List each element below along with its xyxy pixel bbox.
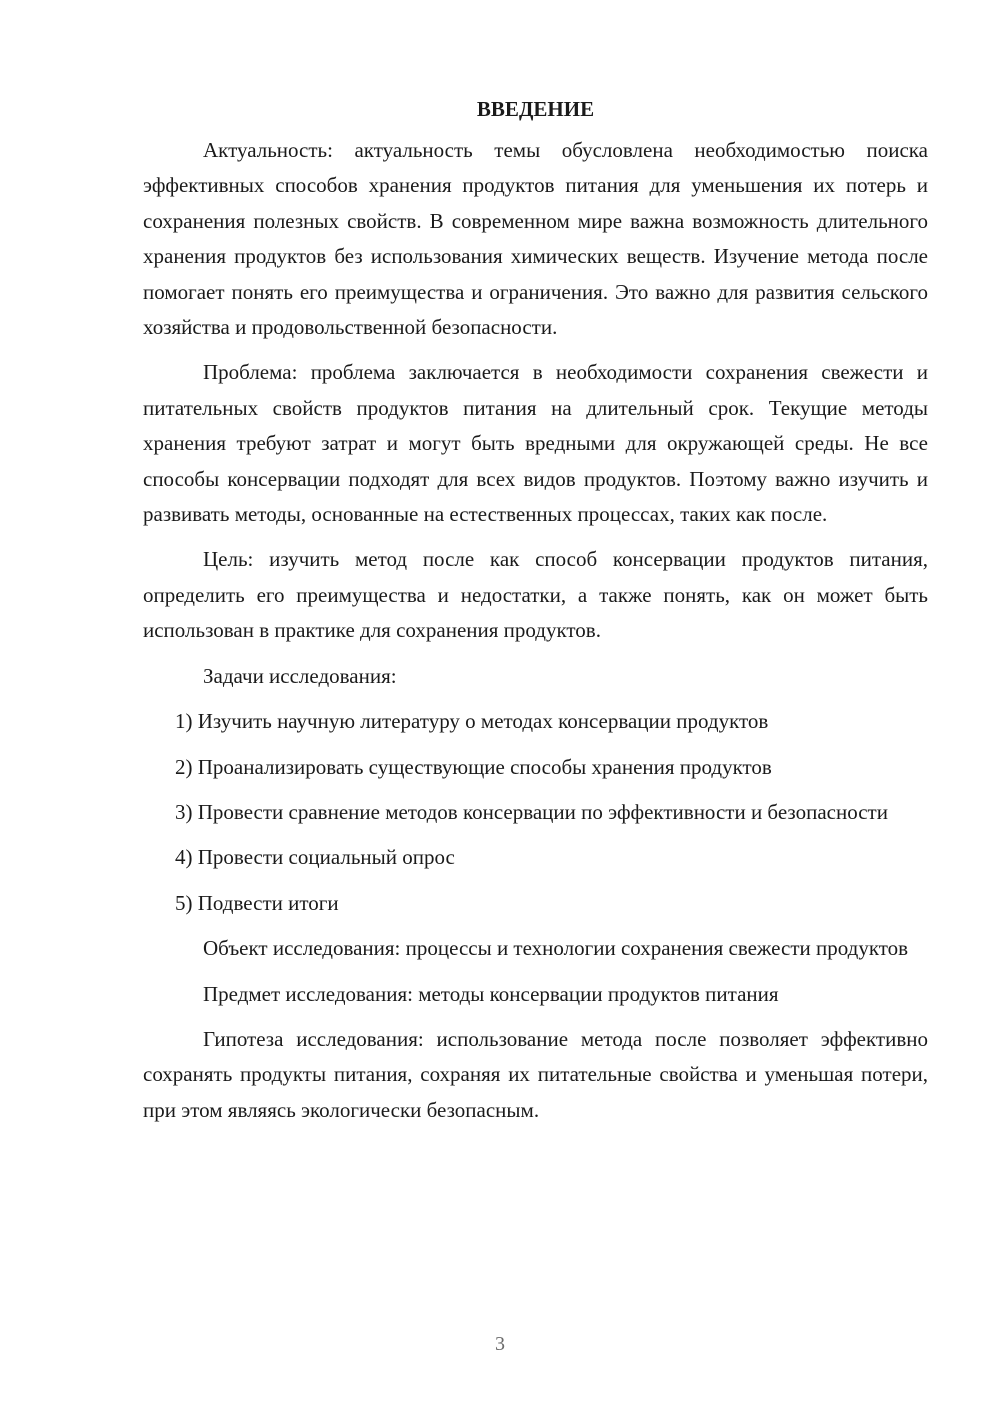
task-item-4: 4) Провести социальный опрос	[175, 845, 455, 870]
paragraph-tasks-heading: Задачи исследования:	[203, 663, 397, 688]
task-item-2: 2) Проанализировать существующие способы хранения продуктов	[175, 754, 772, 779]
task-item-3: 3) Провести сравнение методов консервации по эффективности и безопасности	[175, 799, 888, 824]
paragraph-problem: Проблема: проблема заключается в необходимости сохранения свежести и питательных свойств продуктов питания на длительный срок. Текущие методы хранения требуют затрат и могут быть вредными для окружающей среды. Не все способы консервации подходят для всех видов продуктов. Поэтому важно изучить и развивать методы, основанные на естественных процессах, таких как после.	[143, 360, 928, 527]
page-title: ВВЕДЕНИЕ	[476, 97, 595, 121]
page-number: 3	[495, 1333, 505, 1355]
paragraph-object: Объект исследования: процессы и технологии сохранения свежести продуктов	[203, 936, 909, 961]
task-item-1: 1) Изучить научную литературу о методах консервации продуктов	[175, 709, 769, 734]
task-item-5: 5) Подвести итоги	[175, 890, 339, 915]
paragraph-relevance: Актуальность: актуальность темы обусловлена необходимостью поиска эффективных способов хранения продуктов питания для уменьшения их потерь и сохранения полезных свойств. В современном мире важна возможность длительного хранения продуктов без использования химических веществ. Изучение метода после помогает понять его преимущества и ограничения. Это важно для развития сельского хозяйства и продовольственной безопасности.	[143, 138, 928, 340]
paragraph-hypothesis: Гипотеза исследования: использование метода после позволяет эффективно сохранять продукты питания, сохраняя их питательные свойства и уменьшая потери, при этом являясь экологически безопасным.	[143, 1026, 928, 1122]
paragraph-goal: Цель: изучить метод после как способ консервации продуктов питания, определить его преимущества и недостатки, а также понять, как он может быть использован в практике для сохранения продуктов.	[143, 547, 928, 643]
paragraph-subject: Предмет исследования: методы консервации продуктов питания	[203, 981, 779, 1006]
document-page	[143, 92, 928, 1138]
